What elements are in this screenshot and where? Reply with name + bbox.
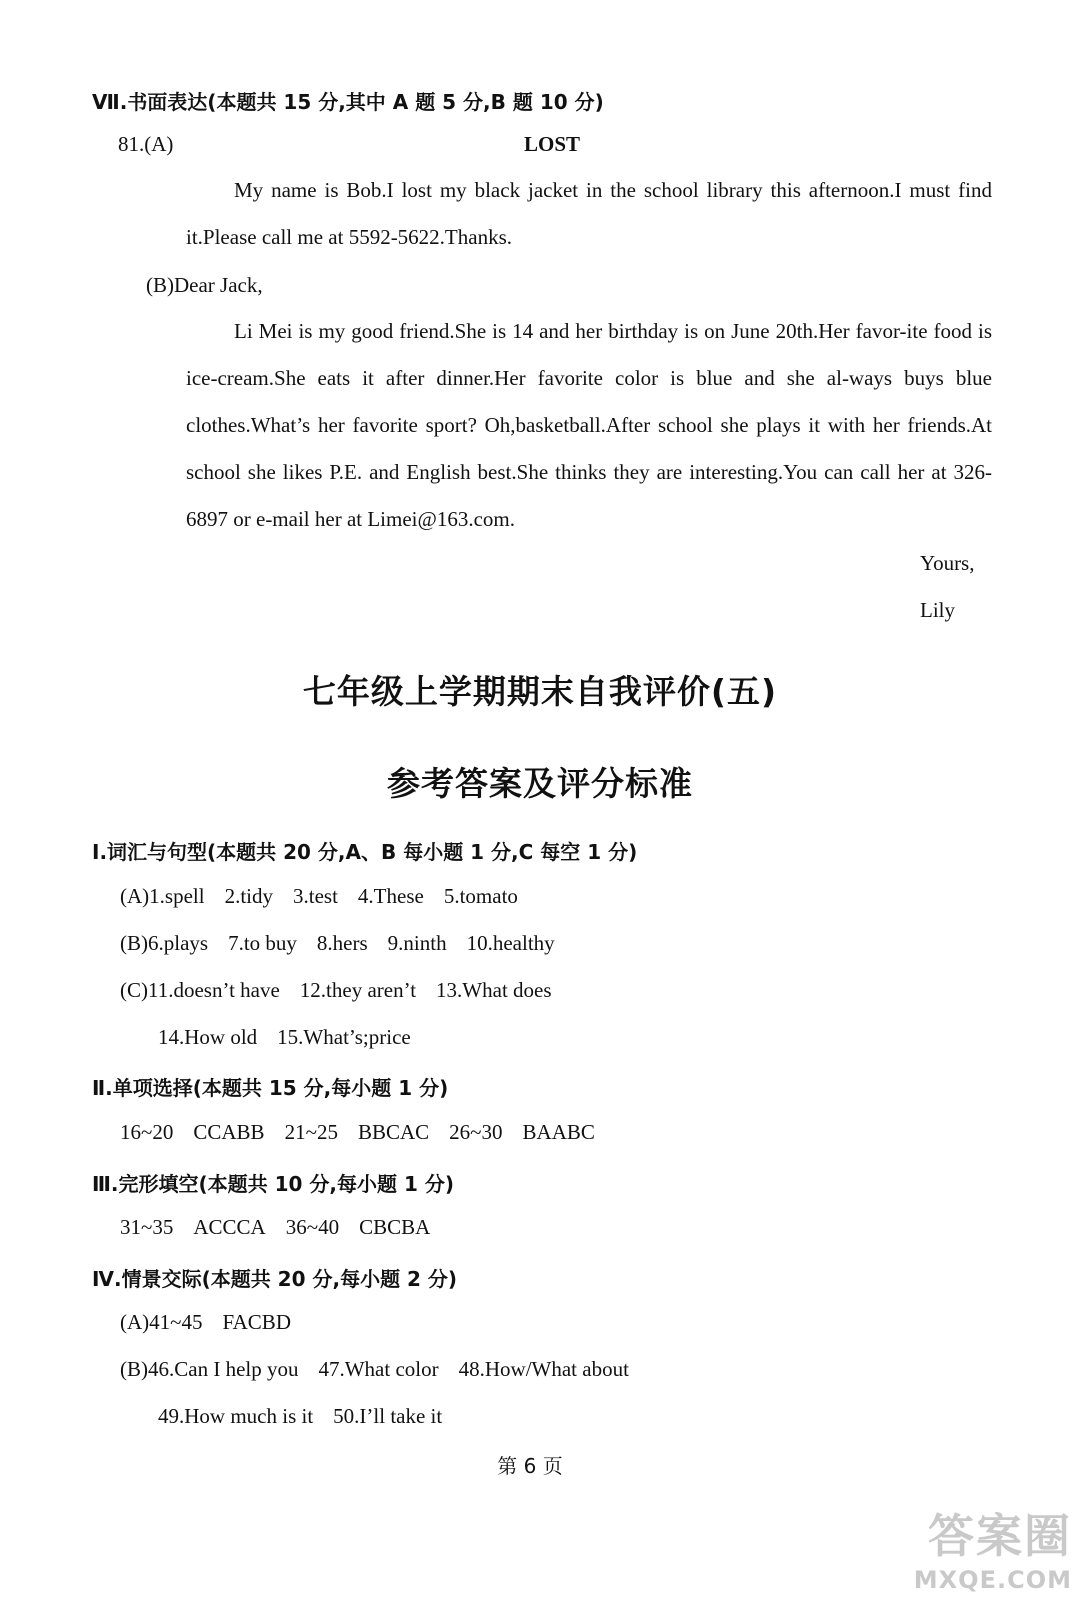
answer-letters: CBCBA [359,1215,431,1239]
letter-closing: Yours, [920,551,975,575]
answer-item: 8.hers [316,931,368,955]
page-number: 第 6 页 [497,1454,563,1478]
answer-row-4b [120,1357,649,1382]
answer-item: 7.to buy [228,931,297,955]
lost-notice-title: LOST [524,132,581,156]
answer-row-2 [120,1120,615,1145]
answer-row-1a [120,884,538,909]
answer-item: 5.tomato [443,884,518,908]
answer-item: (B)6.plays [120,931,209,955]
answer-item: 48.How/What about [458,1357,629,1381]
letter-body: Li Mei is my good friend.She is 14 and her birthday is on June 20th.Her favor-ite food is ice-cream.She eats it after dinner.Her favorite color is blue and she al-ways buys blue clothes.What’s her favorite sport? Oh,basketball.After school she plays it with her friends.At school she likes P.E. and English best.She thinks they are interesting.You can call her at 326-6897 or e-mail her at Limei@163.com. [186,319,992,531]
section-4-heading: Ⅳ.情景交际(本题共 20 分,每小题 2 分) [92,1267,458,1291]
answer-row-1c [120,978,572,1003]
answer-row-1b [120,931,575,956]
watermark [914,1500,1072,1594]
page-title: 七年级上学期期末自我评价(五) [302,672,778,711]
answer-letters: CCABB [193,1120,265,1144]
answer-range: 36~40 [285,1215,340,1239]
watermark-logo: 答案圈 [928,1509,1072,1563]
section-7-heading: Ⅶ.书面表达(本题共 15 分,其中 A 题 5 分,B 题 10 分) [92,90,604,114]
answer-item: 15.What’s;price [277,1025,411,1049]
section-1-heading: Ⅰ.词汇与句型(本题共 20 分,A、B 每小题 1 分,C 每空 1 分) [92,840,638,864]
lost-notice-text: My name is Bob.I lost my black jacket in the school library this afternoon.I must find it.Please call me at 5592-5622.Thanks. [186,178,992,249]
answer-letters: ACCCA [193,1215,266,1239]
letter-signature: Lily [920,598,955,622]
answer-letters: FACBD [222,1310,291,1334]
answer-letters: BBCAC [357,1120,430,1144]
answer-item: 49.How much is it [158,1404,314,1428]
answer-range: (A)41~45 [120,1310,203,1334]
answer-range: 21~25 [284,1120,338,1144]
answer-item: (B)46.Can I help you [120,1357,299,1381]
answer-item: (A)1.spell [120,884,205,908]
question-81-label: 81.(A) [118,132,174,156]
watermark-url: MXQE.COM [913,1566,1072,1594]
answer-range: 26~30 [449,1120,503,1144]
answer-item: 13.What does [436,978,552,1002]
answer-range: 16~20 [120,1120,174,1144]
answer-item: 47.What color [318,1357,439,1381]
answer-item: 50.I’ll take it [333,1404,443,1428]
answer-item: 12.they aren’t [299,978,417,1002]
answer-row-1c-cont [158,1025,431,1050]
answer-item: 4.These [357,884,424,908]
answer-row-3 [120,1215,450,1240]
answer-letters: BAABC [522,1120,595,1144]
section-3-heading: Ⅲ.完形填空(本题共 10 分,每小题 1 分) [92,1172,454,1196]
answer-range: 31~35 [120,1215,174,1239]
answer-item: 10.healthy [466,931,555,955]
answer-row-4b-cont [158,1404,462,1429]
letter-greeting: (B)Dear Jack, [146,273,263,297]
answer-item: 14.How old [158,1025,258,1049]
answer-item: 3.test [293,884,338,908]
answer-item: (C)11.doesn’t have [120,978,280,1002]
answer-item: 9.ninth [387,931,447,955]
answer-item: 2.tidy [224,884,273,908]
page-subtitle: 参考答案及评分标准 [387,764,693,803]
section-2-heading: Ⅱ.单项选择(本题共 15 分,每小题 1 分) [92,1076,449,1100]
answer-row-4a [120,1310,311,1335]
